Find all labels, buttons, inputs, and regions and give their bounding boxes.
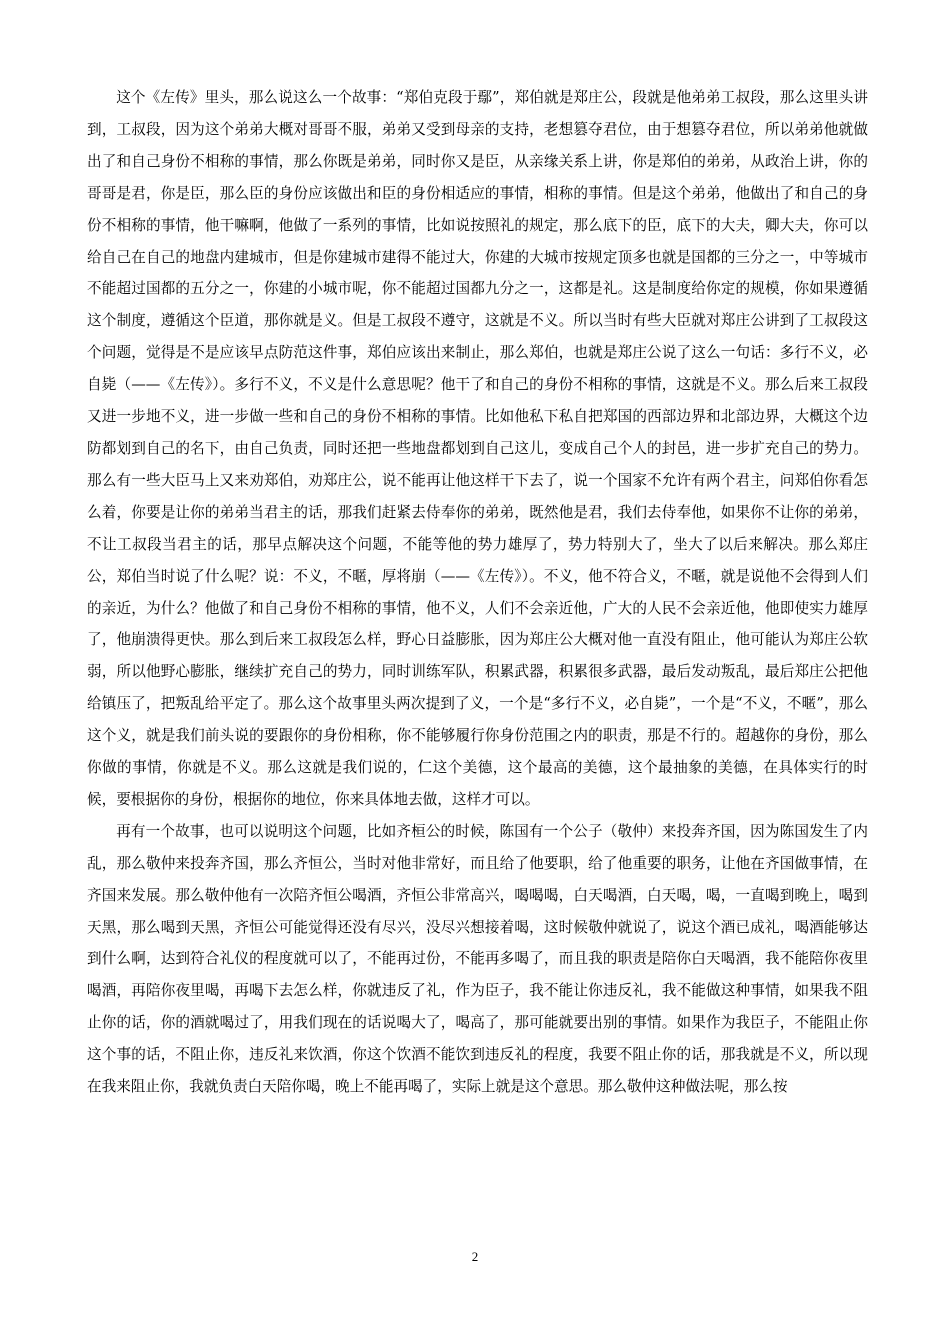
page-number: 2 — [471, 1249, 479, 1264]
paragraph-1: 这个《左传》里头，那么说这么一个故事：“郑伯克段于鄢”，郑伯就是郑庄公，段就是他弟弟工叔段，那么这里头讲到，工叔段，因为这个弟弟大概对哥哥不服，弟弟又受到母亲的支持，老想篡夺君位，由于想篡夺君位，所以弟弟他就做出了和自己身份不相称的事情，那么你既是弟弟，同时你又是臣，从亲缘关系上讲，你是郑伯的弟弟，从政治上讲，你的哥哥是君，你是臣，那么臣的身份应该做出和臣的身份相适应的事情，相称的事情。但是这个弟弟，他做出了和自己的身份不相称的事情，他干嘛啊，他做了一系列的事情，比如说按照礼的规定，那么底下的臣，底下的大夫，卿大夫，你可以给自己在自己的地盘内建城市，但是你建城市建得不能过大，你建的大城市按规定顶多也就是国都的三分之一，中等城市不能超过国都的五分之一，你建的小城市呢，你不能超过国都九分之一，这都是礼。这是制度给你定的规模，你如果遵循这个制度，遵循这个臣道，那你就是义。但是工叔段不遵守，这就是不义。所以当时有些大臣就对郑庄公讲到了工叔段这个问题，觉得是不是应该早点防范这件事，郑伯应该出来制止，那么郑伯，也就是郑庄公说了这么一句话：多行不义，必自毙（——《左传》）。多行不义，不义是什么意思呢？他干了和自己的身份不相称的事情，这就是不义。那么后来工叔段又进一步地不义，进一步做一些和自己的身份不相称的事情。比如他私下私自把郑国的西部边界和北部边界，大概这个边防都划到自己的名下，由自己负责，同时还把一些地盘都划到自己这儿，变成自己个人的封邑，进一步扩充自己的势力。那么有一些大臣马上又来劝郑伯，劝郑庄公，说不能再让他这样干下去了，说一个国家不允许有两个君主，问郑伯你看怎么着，你要是让你的弟弟当君主的话，那我们赶紧去侍奉你的弟弟，既然他是君，我们去侍奉他，如果你不让你的弟弟，不让工叔段当君主的话，那早点解决这个问题，不能等他的势力雄厚了，势力特别大了，坐大了以后来解决。那么郑庄公，郑伯当时说了什么呢？说：不义，不暱，厚将崩（——《左传》）。不义，他不符合义，不暱，就是说他不会得到人们的亲近，为什么？他做了和自己身份不相称的事情，他不义，人们不会亲近他，广大的人民不会亲近他，他即使实力雄厚了，他崩溃得更快。那么到后来工叔段怎么样，野心日益膨胀，因为郑庄公大概对他一直没有阻止，他可能认为郑庄公软弱，所以他野心膨胀，继续扩充自己的势力，同时训练军队，积累武器，积累很多武器，最后发动叛乱，最后郑庄公把他给镇压了，把叛乱给平定了。那么这个故事里头两次提到了义，一个是“多行不义，必自毙”，一个是“不义，不暱”，那么这个义，就是我们前头说的要跟你的身份相称，你不能够履行你身份范围之内的职责，那是不行的。超越你的身份，那么你做的事情，你就是不义。那么这就是我们说的，仁这个美德，这个最高的美德，这个最抽象的美德，在具体实行的时候，要根据你的身份，根据你的地位，你来具体地去做，这样才可以。 — [87, 89, 868, 808]
paragraph-2: 再有一个故事，也可以说明这个问题，比如齐桓公的时候，陈国有一个公子（敬仲）来投奔齐国，因为陈国发生了内乱，那么敬仲来投奔齐国，那么齐恒公，当时对他非常好，而且给了他要职，给了他重要的职务，让他在齐国做事情，在齐国来发展。那么敬仲他有一次陪齐恒公喝酒，齐恒公非常高兴，喝喝喝，白天喝酒，白天喝，喝，一直喝到晚上，喝到天黑，那么喝到天黑，齐恒公可能觉得还没有尽兴，没尽兴想接着喝，这时候敬仲就说了，说这个酒已成礼，喝酒能够达到什么啊，达到符合礼仪的程度就可以了，不能再过份，不能再多喝了，而且我的职责是陪你白天喝酒，我不能陪你夜里喝酒，再陪你夜里喝，再喝下去怎么样，你就违反了礼，作为臣子，我不能让你违反礼，我不能做这种事情，如果我不阻止你的话，你的酒就喝过了，用我们现在的话说喝大了，喝高了，那可能就要出别的事情。如果作为我臣子，不能阻止你这个事的话，不阻止你，违反礼来饮酒，你这个饮酒不能饮到违反礼的程度，我要不阻止你的话，那我就是不义，所以现在我来阻止你，我就负责白天陪你喝，晚上不能再喝了，实际上就是这个意思。那么敬仲这种做法呢，那么按 — [87, 822, 868, 1096]
document-body — [87, 82, 868, 1103]
